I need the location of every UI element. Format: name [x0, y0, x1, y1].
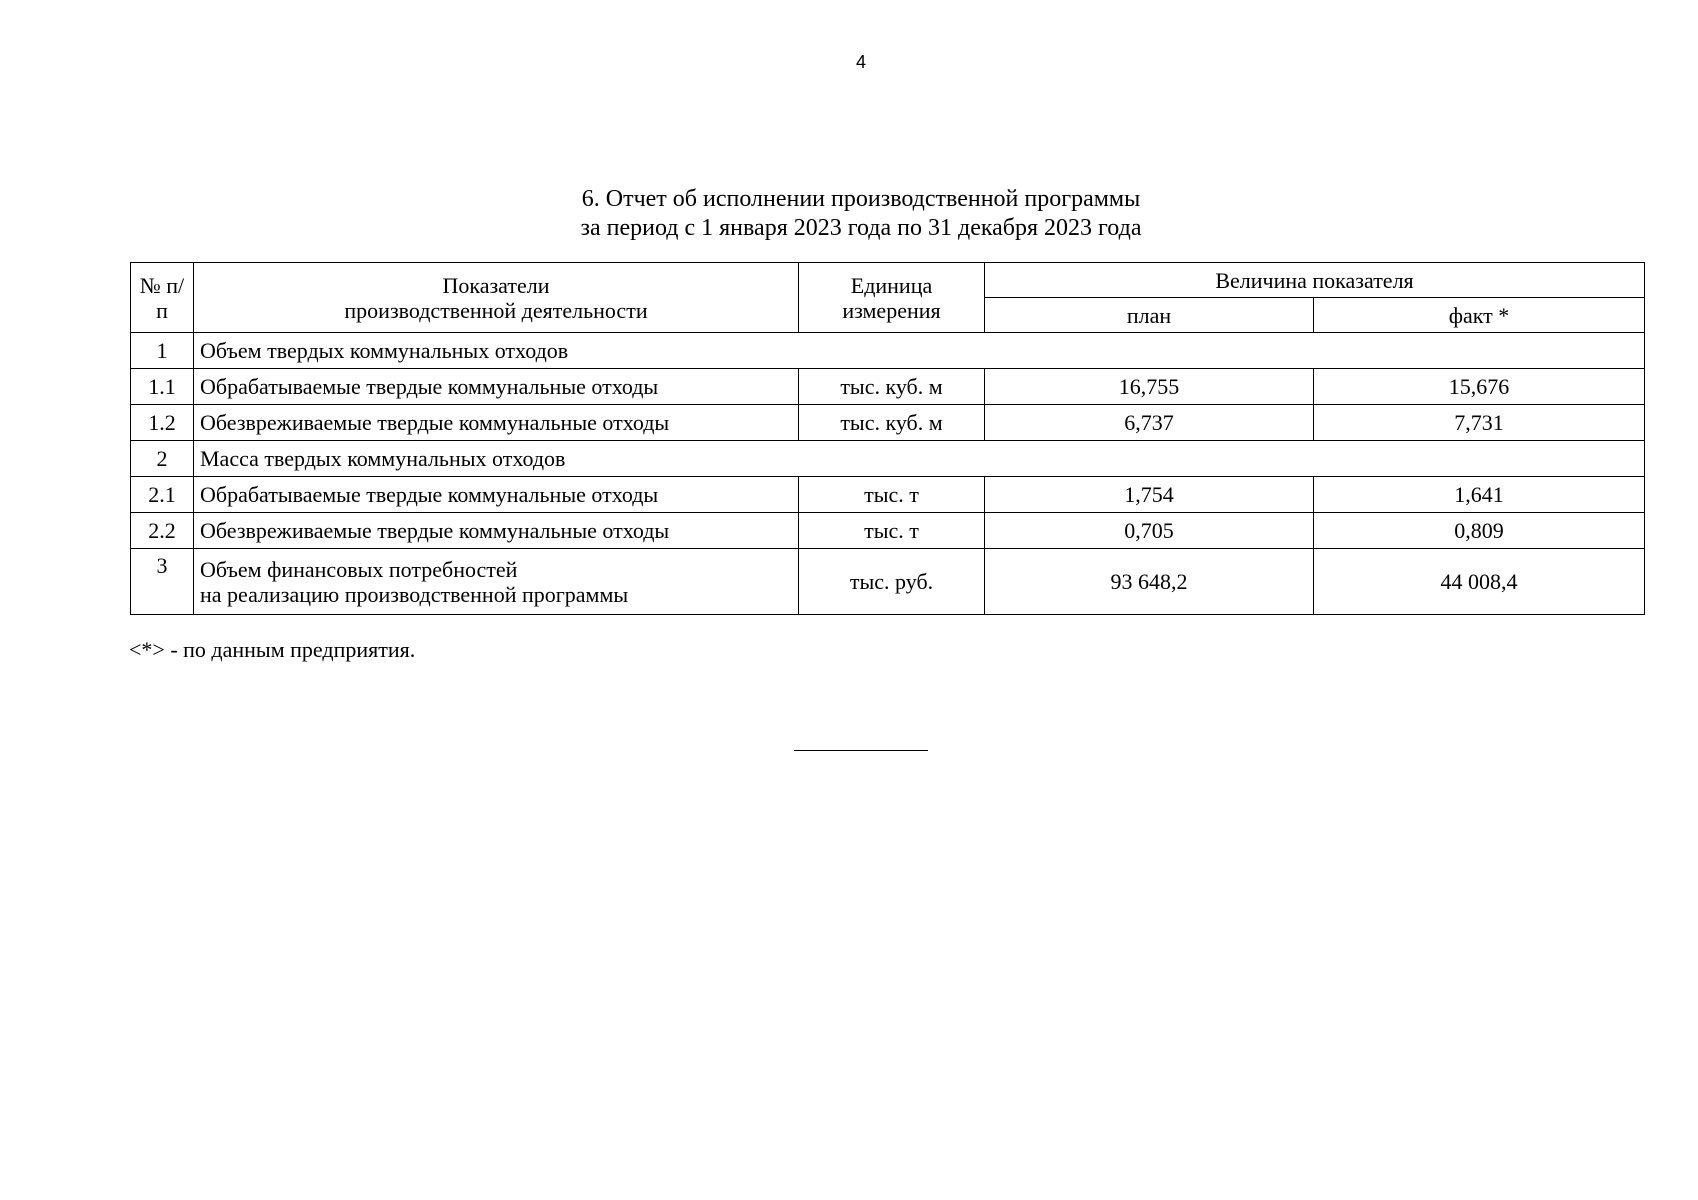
row-section-name: Объем твердых коммунальных отходов [194, 333, 1645, 369]
row-num: 1.1 [131, 369, 194, 405]
header-indicator-line1: Показатели [442, 272, 550, 298]
report-title-line2: за период с 1 января 2023 года по 31 декабря 2023 года [580, 215, 1142, 241]
header-fact: факт * [1314, 298, 1645, 333]
header-num [131, 263, 194, 333]
row-unit: тыс. т [799, 513, 985, 549]
row-fact: 44 008,4 [1314, 549, 1645, 615]
row-num: 2 [131, 441, 194, 477]
end-divider [794, 750, 928, 751]
row-fact: 1,641 [1314, 477, 1645, 513]
row-fact: 15,676 [1314, 369, 1645, 405]
row-num: 1.2 [131, 405, 194, 441]
row-section-name: Масса твердых коммунальных отходов [194, 441, 1645, 477]
row-unit: тыс. куб. м [799, 369, 985, 405]
row-num: 1 [131, 333, 194, 369]
page-number: 4 [855, 52, 866, 72]
header-num-text: № п/п [139, 272, 185, 323]
row-num: 2.2 [131, 513, 194, 549]
header-unit-line2: измерения [842, 297, 941, 323]
row-name-line2: на реализацию производственной программы [200, 581, 629, 607]
header-plan: план [985, 298, 1314, 333]
row-name: Обезвреживаемые твердые коммунальные отходы [194, 513, 799, 549]
row-num: 3 [131, 549, 194, 615]
header-indicator [194, 263, 799, 333]
row-unit: тыс. куб. м [799, 405, 985, 441]
row-plan: 1,754 [985, 477, 1314, 513]
table-row [131, 333, 1645, 369]
row-name-line1: Объем финансовых потребностей [200, 556, 518, 582]
table-row [131, 405, 1645, 441]
report-title [0, 185, 1698, 243]
row-plan: 93 648,2 [985, 549, 1314, 615]
footnote: <*> - по данным предприятия. [129, 637, 416, 662]
row-num: 2.1 [131, 477, 194, 513]
row-name: Обрабатываемые твердые коммунальные отходы [194, 369, 799, 405]
table-row [131, 441, 1645, 477]
row-name: Обрабатываемые твердые коммунальные отходы [194, 477, 799, 513]
row-name: Обезвреживаемые твердые коммунальные отходы [194, 405, 799, 441]
row-unit: тыс. т [799, 477, 985, 513]
row-plan: 0,705 [985, 513, 1314, 549]
row-plan: 6,737 [985, 405, 1314, 441]
row-unit: тыс. руб. [799, 549, 985, 615]
header-indicator-line2: производственной деятельности [344, 297, 648, 323]
table-header-row [131, 263, 1645, 298]
row-name [194, 549, 799, 615]
table-row [131, 369, 1645, 405]
table-row [131, 549, 1645, 615]
header-unit-line1: Единица [850, 272, 933, 298]
production-program-table [130, 262, 1645, 615]
report-title-line1: 6. Отчет об исполнении производственной программы [581, 186, 1141, 212]
header-value-group: Величина показателя [985, 263, 1645, 298]
row-fact: 0,809 [1314, 513, 1645, 549]
row-plan: 16,755 [985, 369, 1314, 405]
table-row [131, 513, 1645, 549]
table-row [131, 477, 1645, 513]
header-unit [799, 263, 985, 333]
row-fact: 7,731 [1314, 405, 1645, 441]
